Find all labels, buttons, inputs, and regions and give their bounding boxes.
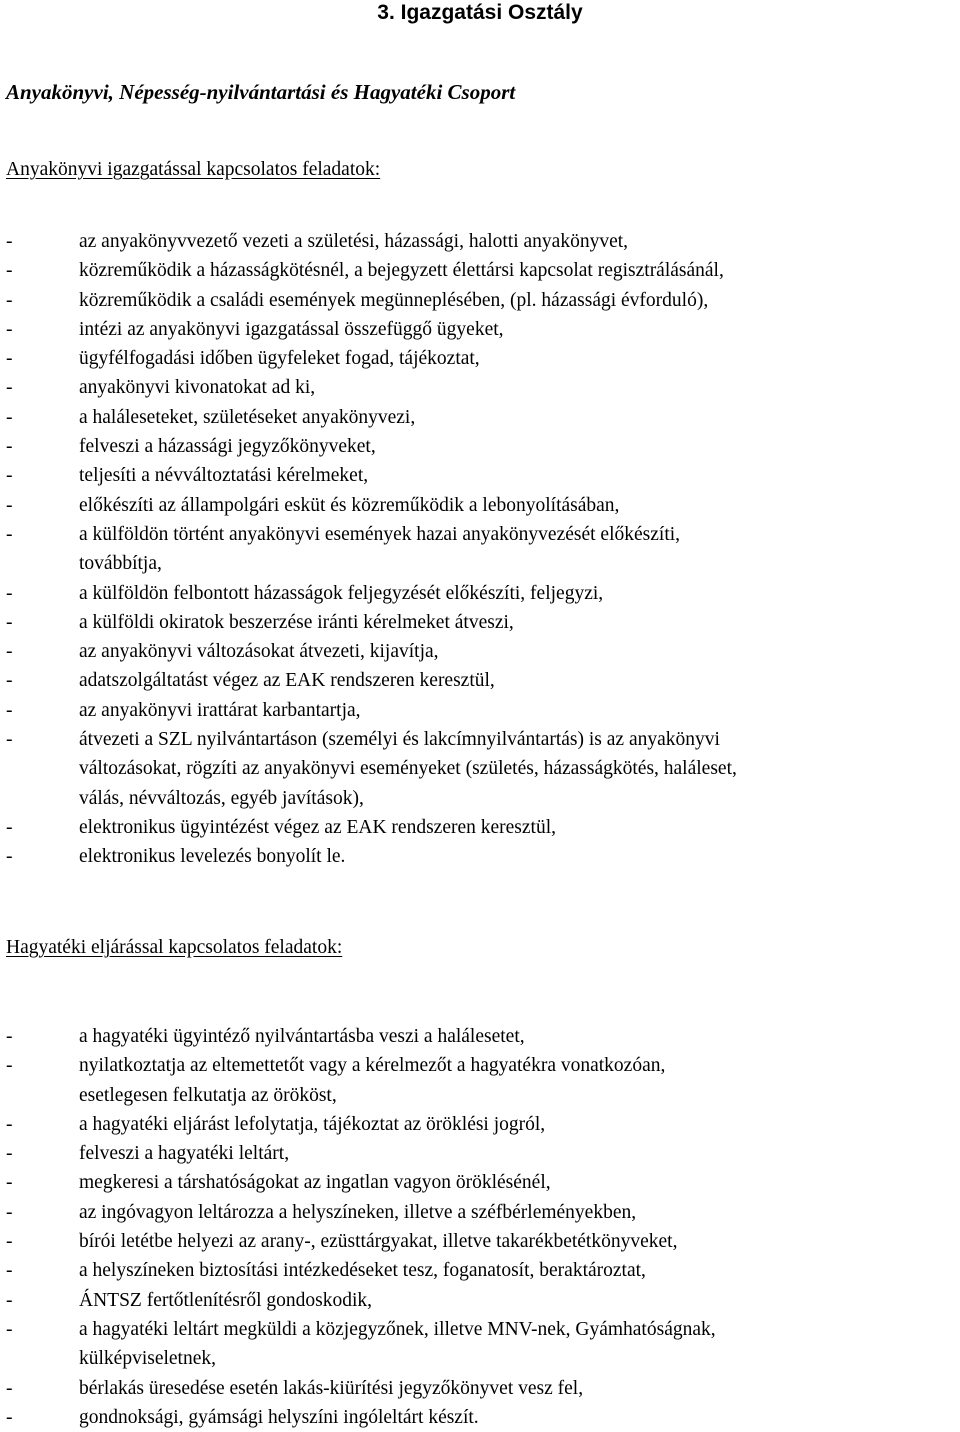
bullet-dash: -	[6, 436, 13, 458]
bullet-dash: -	[6, 670, 13, 692]
bullet-dash: -	[6, 611, 13, 633]
list-item-text: elektronikus ügyintézést végez az EAK rendszeren keresztül,	[79, 816, 557, 838]
bullet-dash: -	[6, 1377, 13, 1399]
list-item	[0, 842, 960, 871]
task-list-inheritance	[0, 1022, 960, 1432]
list-item	[0, 491, 960, 520]
list-item	[0, 637, 960, 666]
bullet-dash: -	[6, 1260, 13, 1282]
list-item	[0, 1198, 960, 1227]
list-item	[0, 373, 960, 402]
list-item	[0, 256, 960, 285]
list-item	[0, 608, 960, 637]
list-item-text: átvezeti a SZL nyilvántartáson (személyi és lakcímnyilvántartás) is az anyakönyvi változásokat, rögzíti az anyakönyvi eseményeket (születés, házasságkötés, haláleset, válás, névváltozás, egyéb javítások),	[79, 729, 737, 809]
list-item-text: anyakönyvi kivonatokat ad ki,	[79, 377, 316, 399]
list-item-text: bérlakás üresedése esetén lakás-kiürítési jegyzőkönyvet vesz fel,	[79, 1377, 584, 1399]
list-item	[0, 1227, 960, 1256]
bullet-dash: -	[6, 816, 13, 838]
list-item-text: a hagyatéki eljárást lefolytatja, tájékoztat az öröklési jogról,	[79, 1113, 546, 1135]
list-item	[0, 1286, 960, 1315]
list-item-text: előkészíti az állampolgári esküt és közreműködik a lebonyolításában,	[79, 494, 620, 516]
list-item	[0, 403, 960, 432]
list-item-text: megkeresi a társhatóságokat az ingatlan vagyon öröklésénél,	[79, 1172, 551, 1194]
list-item-text: gondnoksági, gyámsági helyszíni ingóleltárt készít.	[79, 1406, 479, 1428]
list-item	[0, 1051, 960, 1110]
list-item-text: a külföldön történt anyakönyvi események hazai anyakönyvezését előkészíti, továbbítja,	[79, 523, 681, 575]
list-item-text: elektronikus levelezés bonyolít le.	[79, 846, 346, 868]
bullet-dash: -	[6, 582, 13, 604]
list-item	[0, 1374, 960, 1403]
list-item	[0, 579, 960, 608]
bullet-dash: -	[6, 231, 13, 252]
list-item-text: teljesíti a névváltoztatási kérelmeket,	[79, 465, 369, 487]
list-item-text: ÁNTSZ fertőtlenítésről gondoskodik,	[79, 1289, 373, 1311]
list-item-text: ügyfélfogadási időben ügyfeleket fogad, tájékoztat,	[79, 348, 480, 370]
list-item	[0, 1110, 960, 1139]
bullet-dash: -	[6, 699, 13, 721]
list-item-text: adatszolgáltatást végez az EAK rendszeren keresztül,	[79, 670, 495, 692]
list-item	[0, 813, 960, 842]
list-item-text: felveszi a hagyatéki leltárt,	[79, 1143, 290, 1165]
list-item-text: a külföldön felbontott házasságok feljegyzését előkészíti, feljegyzi,	[79, 582, 604, 604]
bullet-dash: -	[6, 729, 13, 751]
list-item	[0, 520, 960, 579]
list-item	[0, 725, 960, 813]
list-item	[0, 696, 960, 725]
list-item	[0, 227, 960, 256]
list-item-text: az anyakönyvi változásokat átvezeti, kijavítja,	[79, 641, 439, 663]
list-item-text: az ingóvagyon leltározza a helyszíneken, illetve a széfbérleményekben,	[79, 1201, 637, 1223]
list-item	[0, 1403, 960, 1432]
list-item-text: bírói letétbe helyezi az arany-, ezüsttárgyakat, illetve takarékbetétkönyveket,	[79, 1231, 678, 1253]
bullet-dash: -	[6, 641, 13, 663]
bullet-dash: -	[6, 1143, 13, 1165]
list-item-text: közreműködik a házasságkötésnél, a bejegyzett élettársi kapcsolat regisztrálásánál,	[79, 260, 724, 282]
bullet-dash: -	[6, 1113, 13, 1135]
list-item	[0, 432, 960, 461]
bullet-dash: -	[6, 1289, 13, 1311]
list-item	[0, 1256, 960, 1285]
bullet-dash: -	[6, 846, 13, 868]
list-item	[0, 1139, 960, 1168]
bullet-dash: -	[6, 1172, 13, 1194]
list-item-text: a helyszíneken biztosítási intézkedéseket tesz, foganatosít, beraktároztat,	[79, 1260, 646, 1282]
bullet-dash: -	[6, 1055, 13, 1077]
document-title: 3. Igazgatási Osztály	[377, 1, 583, 24]
bullet-dash: -	[6, 260, 13, 282]
list-item	[0, 461, 960, 490]
bullet-dash: -	[6, 406, 13, 428]
list-item	[0, 1168, 960, 1197]
list-item	[0, 666, 960, 695]
list-item	[0, 1315, 960, 1374]
bullet-dash: -	[6, 465, 13, 487]
bullet-dash: -	[6, 494, 13, 516]
list-item-text: az anyakönyvvezető vezeti a születési, házassági, halotti anyakönyvet,	[79, 231, 629, 252]
list-item	[0, 344, 960, 373]
bullet-dash: -	[6, 523, 13, 545]
bullet-dash: -	[6, 1406, 13, 1428]
bullet-dash: -	[6, 1026, 13, 1047]
bullet-dash: -	[6, 318, 13, 340]
list-item	[0, 315, 960, 344]
task-list-registry	[0, 227, 960, 872]
list-item-text: az anyakönyvi irattárat karbantartja,	[79, 699, 361, 721]
section-heading-inheritance: Hagyatéki eljárással kapcsolatos feladatok:	[6, 937, 343, 958]
list-item-text: a hagyatéki leltárt megküldi a közjegyzőnek, illetve MNV-nek, Gyámhatóságnak, külképviseletnek,	[79, 1318, 716, 1370]
bullet-dash: -	[6, 1318, 13, 1340]
bullet-dash: -	[6, 377, 13, 399]
list-item-text: a haláleseteket, születéseket anyakönyvezi,	[79, 406, 416, 428]
group-title: Anyakönyvi, Népesség-nyilvántartási és Hagyatéki Csoport	[6, 80, 516, 104]
list-item	[0, 1022, 960, 1051]
bullet-dash: -	[6, 1231, 13, 1253]
list-item-text: felveszi a házassági jegyzőkönyveket,	[79, 436, 376, 458]
list-item-text: a külföldi okiratok beszerzése iránti kérelmeket átveszi,	[79, 611, 514, 633]
bullet-dash: -	[6, 289, 13, 311]
bullet-dash: -	[6, 348, 13, 370]
section-heading-registry: Anyakönyvi igazgatással kapcsolatos feladatok:	[6, 159, 381, 180]
bullet-dash: -	[6, 1201, 13, 1223]
list-item-text: a hagyatéki ügyintéző nyilvántartásba veszi a halálesetet,	[79, 1026, 525, 1047]
list-item-text: intézi az anyakönyvi igazgatással összefüggő ügyeket,	[79, 318, 504, 340]
list-item-text: nyilatkoztatja az eltemettetőt vagy a kérelmezőt a hagyatékra vonatkozóan, esetlegesen felkutatja az örököst,	[79, 1055, 666, 1106]
list-item-text: közreműködik a családi események megünneplésében, (pl. házassági évforduló),	[79, 289, 709, 311]
list-item	[0, 286, 960, 315]
